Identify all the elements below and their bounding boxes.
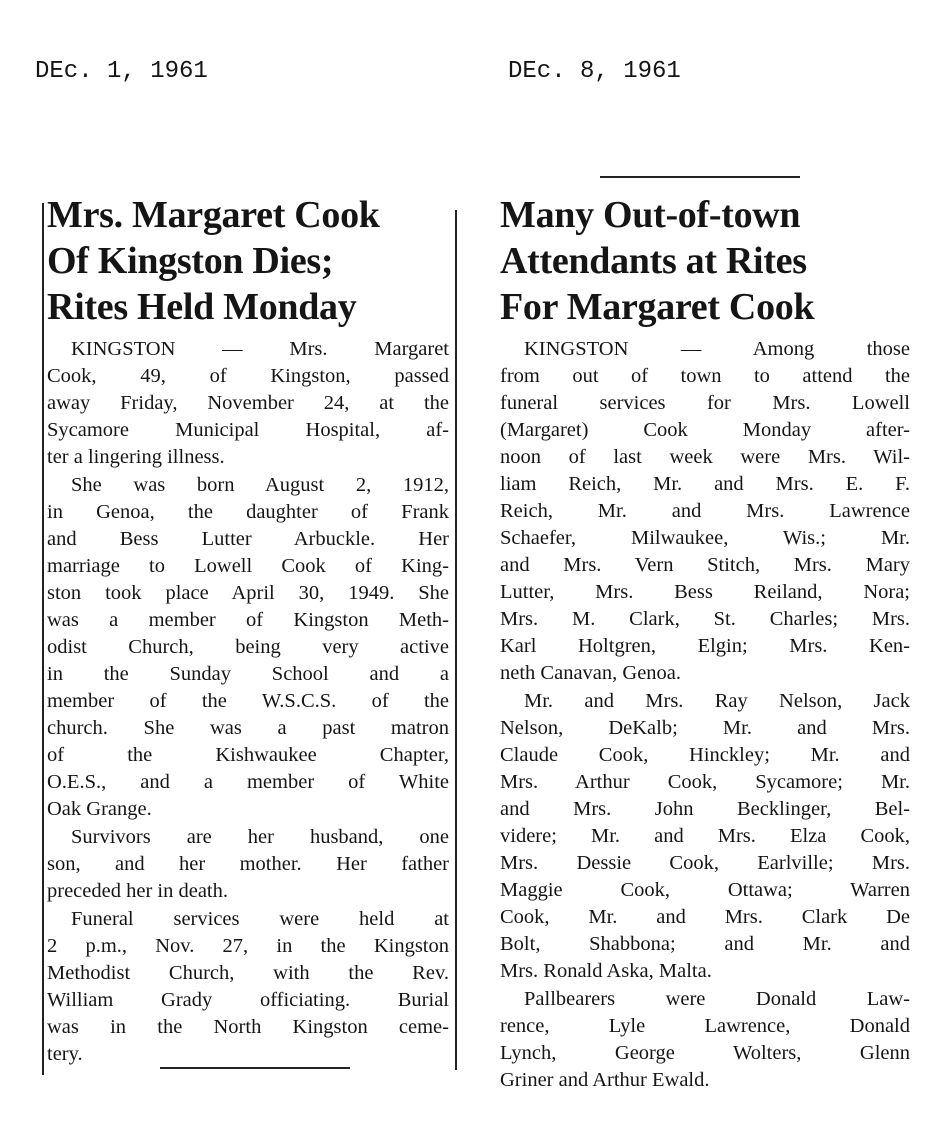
- text-line: Claude Cook, Hinckley; Mr. and: [500, 744, 910, 766]
- headline-line: Rites Held Monday: [47, 286, 357, 328]
- top-divider-rule: [600, 176, 800, 178]
- middle-column-rule: [455, 210, 457, 1070]
- paragraph: [500, 986, 910, 1094]
- text-line: liam Reich, Mr. and Mrs. E. F.: [500, 473, 910, 495]
- text-line: and Bess Lutter Arbuckle. Her: [47, 528, 449, 550]
- text-line: Reich, Mr. and Mrs. Lawrence: [500, 500, 910, 522]
- text-line: preceded her in death.: [47, 880, 228, 902]
- text-line: Mrs. Arthur Cook, Sycamore; Mr.: [500, 771, 910, 793]
- headline-line: Attendants at Rites: [500, 240, 807, 282]
- left-headline: [47, 192, 449, 330]
- left-article: [47, 192, 449, 1069]
- text-line: Pallbearers were Donald Law-: [524, 988, 910, 1010]
- paragraph: [500, 688, 910, 985]
- text-line: Cook, Mr. and Mrs. Clark De: [500, 906, 910, 928]
- text-line: noon of last week were Mrs. Wil-: [500, 446, 910, 468]
- text-line: Griner and Arthur Ewald.: [500, 1069, 710, 1091]
- headline-line: Of Kingston Dies;: [47, 240, 334, 282]
- text-line: neth Canavan, Genoa.: [500, 662, 682, 684]
- text-line: Schaefer, Milwaukee, Wis.; Mr.: [500, 527, 910, 549]
- text-line: marriage to Lowell Cook of King-: [47, 555, 449, 577]
- text-line: was a member of Kingston Meth-: [47, 609, 449, 631]
- text-line: Bolt, Shabbona; and Mr. and: [500, 933, 910, 955]
- text-line: 2 p.m., Nov. 27, in the Kingston: [47, 935, 449, 957]
- text-line: O.E.S., and a member of White: [47, 771, 449, 793]
- text-line: Methodist Church, with the Rev.: [47, 962, 449, 984]
- text-line: member of the W.S.C.S. of the: [47, 690, 449, 712]
- text-line: videre; Mr. and Mrs. Elza Cook,: [500, 825, 910, 847]
- text-line: Funeral services were held at: [71, 908, 449, 930]
- paragraph: [47, 336, 449, 471]
- text-line: funeral services for Mrs. Lowell: [500, 392, 910, 414]
- text-line: Mrs. Ronald Aska, Malta.: [500, 960, 712, 982]
- text-line: Karl Holtgren, Elgin; Mrs. Ken-: [500, 635, 910, 657]
- text-line: away Friday, November 24, at the: [47, 392, 449, 414]
- right-clipping-date: DEc. 8, 1961: [508, 58, 681, 85]
- text-line: ston took place April 30, 1949. She: [47, 582, 449, 604]
- left-article-body: [47, 336, 449, 1068]
- text-line: and Mrs. Vern Stitch, Mrs. Mary: [500, 554, 910, 576]
- paragraph: [47, 472, 449, 823]
- text-line: tery.: [47, 1043, 83, 1065]
- text-line: and Mrs. John Becklinger, Bel-: [500, 798, 910, 820]
- text-line: rence, Lyle Lawrence, Donald: [500, 1015, 910, 1037]
- headline-line: For Margaret Cook: [500, 286, 815, 328]
- left-column-rule: [42, 203, 44, 1075]
- right-headline: [500, 192, 910, 330]
- text-line: Sycamore Municipal Hospital, af-: [47, 419, 449, 441]
- text-line: was in the North Kingston ceme-: [47, 1016, 449, 1038]
- right-article-body: [500, 336, 910, 1094]
- headline-line: Many Out-of-town: [500, 194, 801, 236]
- text-line: She was born August 2, 1912,: [71, 474, 449, 496]
- text-line: Mrs. M. Clark, St. Charles; Mrs.: [500, 608, 910, 630]
- text-line: ter a lingering illness.: [47, 446, 225, 468]
- text-line: Mrs. Dessie Cook, Earlville; Mrs.: [500, 852, 910, 874]
- text-line: Maggie Cook, Ottawa; Warren: [500, 879, 910, 901]
- headline-line: Mrs. Margaret Cook: [47, 194, 380, 236]
- text-line: William Grady officiating. Burial: [47, 989, 449, 1011]
- right-article: [500, 192, 910, 1095]
- text-line: son, and her mother. Her father: [47, 853, 449, 875]
- text-line: Survivors are her husband, one: [71, 826, 449, 848]
- text-line: Lutter, Mrs. Bess Reiland, Nora;: [500, 581, 910, 603]
- text-line: church. She was a past matron: [47, 717, 449, 739]
- text-line: of the Kishwaukee Chapter,: [47, 744, 449, 766]
- text-line: KINGSTON — Among those: [524, 338, 910, 360]
- left-clipping-date: DEc. 1, 1961: [35, 58, 208, 85]
- text-line: in Genoa, the daughter of Frank: [47, 501, 449, 523]
- text-line: Nelson, DeKalb; Mr. and Mrs.: [500, 717, 910, 739]
- text-line: KINGSTON — Mrs. Margaret: [71, 338, 449, 360]
- paragraph: [47, 824, 449, 905]
- text-line: Mr. and Mrs. Ray Nelson, Jack: [524, 690, 910, 712]
- text-line: Oak Grange.: [47, 798, 152, 820]
- text-line: in the Sunday School and a: [47, 663, 449, 685]
- text-line: odist Church, being very active: [47, 636, 449, 658]
- text-line: (Margaret) Cook Monday after-: [500, 419, 910, 441]
- text-line: from out of town to attend the: [500, 365, 910, 387]
- text-line: Lynch, George Wolters, Glenn: [500, 1042, 910, 1064]
- text-line: Cook, 49, of Kingston, passed: [47, 365, 449, 387]
- paragraph: [500, 336, 910, 687]
- paragraph: [47, 906, 449, 1068]
